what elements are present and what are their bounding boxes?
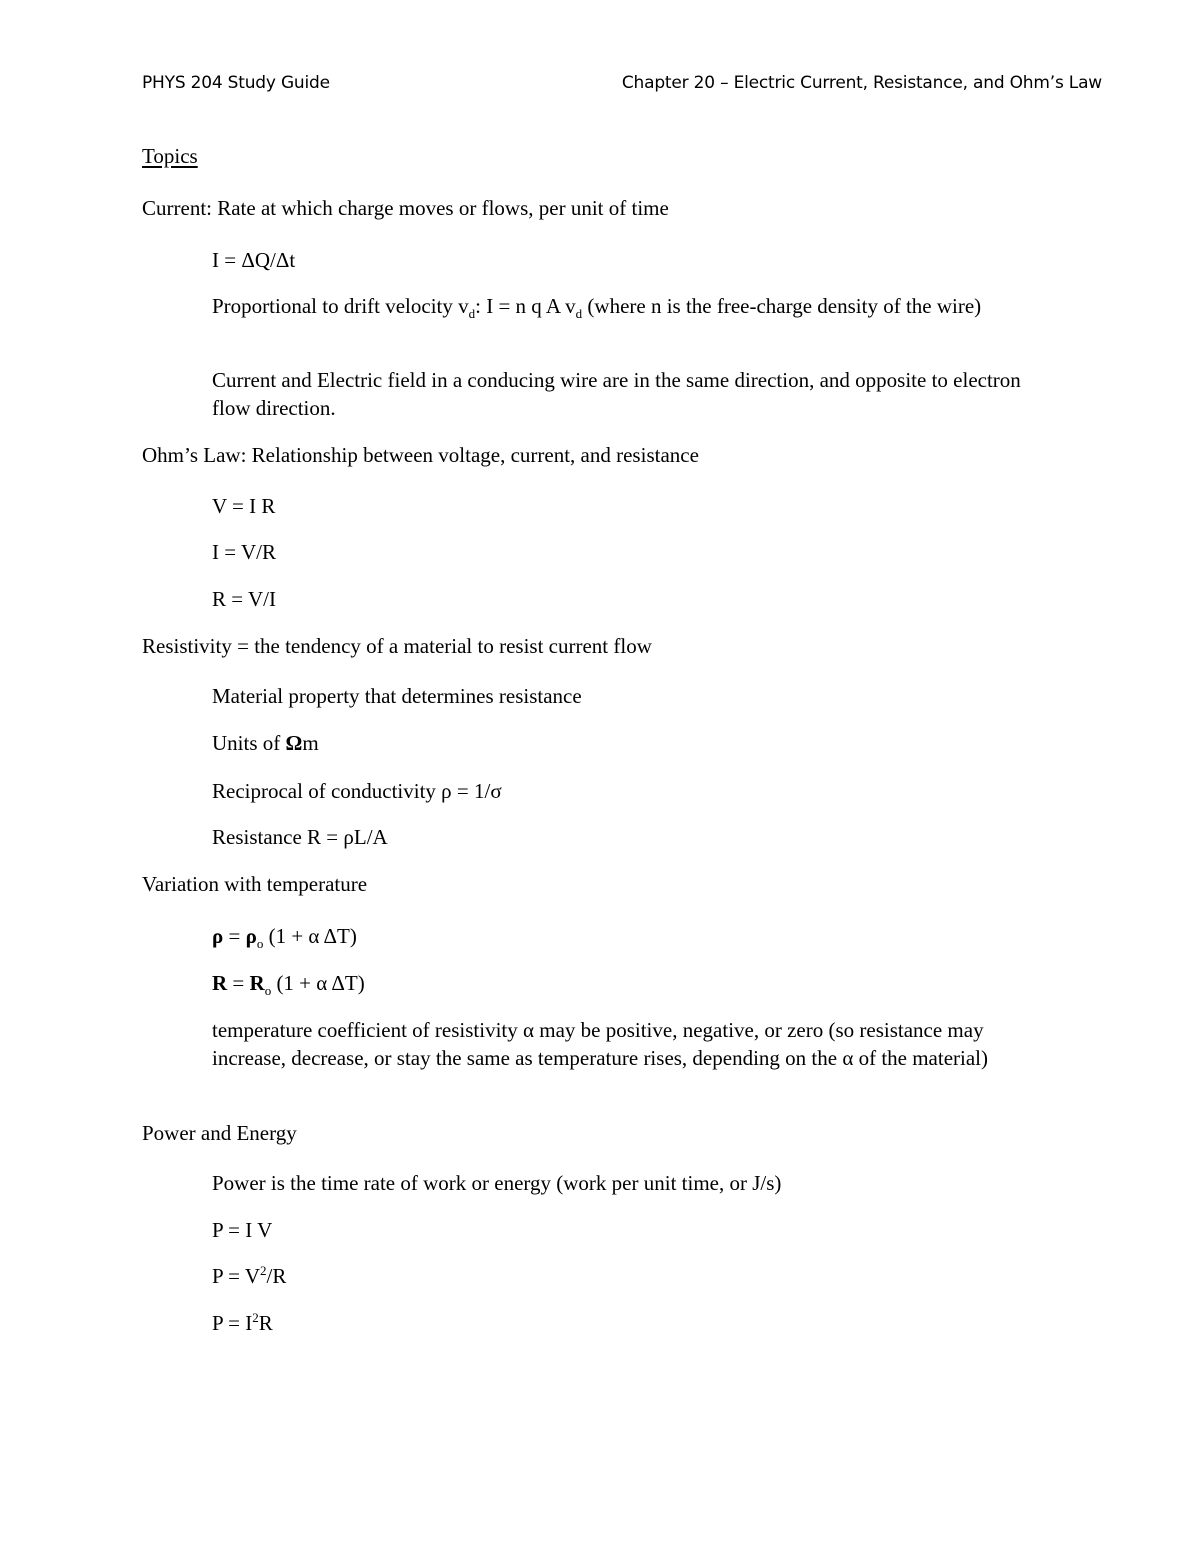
temperature-coefficient-note: temperature coefficient of resistivity α may be positive, negative, or zero (so resistance may increase, decrease, or stay the same as temperature rises, depending on the α of the material): [212, 1018, 989, 1070]
resistivity-item-resistance: Resistance R = ρL/A: [212, 825, 388, 849]
temperature-equation-rho: $\rho = \rho_o$ (1 + α ΔT): [212, 924, 357, 952]
ohms-law-heading: Ohm’s Law: Relationship between voltage, current, and resistance: [142, 443, 699, 467]
ohms-equation-v: V = I R: [212, 494, 276, 518]
resistivity-item-material: Material property that determines resistance: [212, 684, 582, 708]
current-direction-text: Current and Electric field in a conducing wire are in the same direction, and opposite to electron flow direction.: [212, 368, 1021, 420]
header-course: PHYS 204 Study Guide: [142, 73, 330, 93]
current-heading: Current: Rate at which charge moves or flows, per unit of time: [142, 196, 669, 220]
temperature-equation-r: $R = R_o$ (1 + α ΔT): [212, 971, 365, 999]
power-equation-iv: P = I V: [212, 1218, 273, 1242]
ohms-equation-r: R = V/I: [212, 587, 276, 611]
current-equation: I = ΔQ/Δt: [212, 248, 296, 272]
temperature-heading: Variation with temperature: [142, 872, 368, 896]
resistivity-item-conductivity: Reciprocal of conductivity ρ = 1/σ: [212, 779, 502, 803]
header-chapter: Chapter 20 – Electric Current, Resistance, and Ohm’s Law: [621, 73, 1102, 93]
topics-heading: Topics: [142, 144, 198, 168]
resistivity-item-units: Units of Ωm: [212, 731, 319, 755]
power-equation-v2r: $P = V^2/R$: [212, 1263, 287, 1288]
ohms-equation-i: I = V/R: [212, 540, 276, 564]
resistivity-heading: Resistivity = the tendency of a material to resist current flow: [142, 634, 652, 658]
drift-velocity-text: Proportional to drift velocity $v_d$: I = n q A $v_d$ (where n is the free-charge density of the wire): [212, 294, 982, 322]
power-equation-i2r: $P = I^2R$: [212, 1310, 273, 1335]
power-heading: Power and Energy: [142, 1121, 297, 1145]
power-definition: Power is the time rate of work or energy (work per unit time, or J/s): [212, 1171, 782, 1195]
